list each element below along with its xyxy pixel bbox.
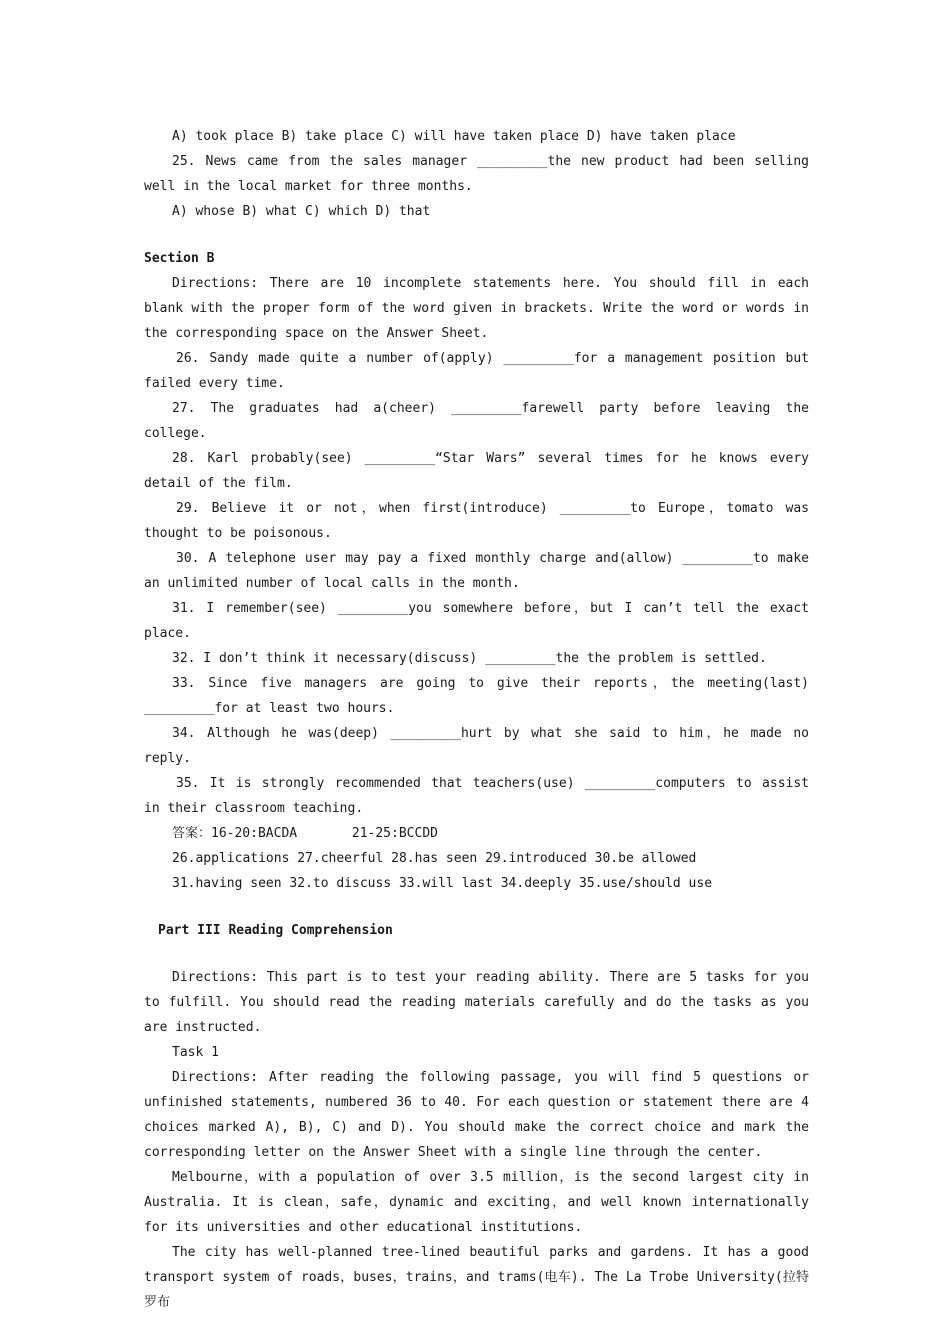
answers-line-2: 26.applications 27.cheerful 28.has seen 29.introduced 30.be allowed — [172, 851, 697, 866]
question-25: 25. News came from the sales manager _________the new product had been selling well in the local market for three months. — [144, 154, 809, 194]
question-30: 30. A telephone user may pay a fixed monthly charge and(allow) _________to make an unlimited number of local calls in the month. — [144, 551, 809, 591]
q25-options: A) whose B) what C) which D) that — [172, 204, 431, 219]
question-28: 28. Karl probably(see) _________“Star Wars” several times for he knows every detail of the film. — [144, 451, 809, 491]
answers-line-3: 31.having seen 32.to discuss 33.will last 34.deeply 35.use/should use — [172, 876, 713, 891]
question-32: 32. I don’t think it necessary(discuss) _________the the problem is settled. — [172, 651, 767, 666]
passage-paragraph-2: The city has well-planned tree-lined beautiful parks and gardens. It has a good transport system of roads，buses，trains，and trams(电车). The La Trobe University(拉特罗布 — [144, 1245, 809, 1310]
spacer — [144, 896, 809, 918]
part3-directions: Directions: This part is to test your reading ability. There are 5 tasks for you to fulfill. You should read the reading materials carefully and do the tasks as you are instructed. — [144, 970, 809, 1035]
question-34: 34. Although he was(deep) _________hurt by what she said to him，he made no reply. — [144, 726, 809, 766]
spacer — [144, 224, 809, 246]
section-b-directions: Directions: There are 10 incomplete statements here. You should fill in each blank with the proper form of the word given in brackets. Write the word or words in the corresponding space on the Answer Sheet. — [144, 276, 809, 341]
answers-line-1: 答案：16-20:BACDA 21-25:BCCDD — [172, 826, 438, 841]
passage-paragraph-1: Melbourne，with a population of over 3.5 million，is the second largest city in Australia. It is clean，safe，dynamic and exciting，and well known internationally for its universities and other educational institutions. — [144, 1170, 809, 1235]
task1-title: Task 1 — [172, 1045, 219, 1060]
question-26: 26. Sandy made quite a number of(apply) _________for a management position but failed every time. — [144, 351, 809, 391]
question-31: 31. I remember(see) _________you somewhere before，but I can’t tell the exact place. — [144, 601, 809, 641]
part3-title: Part III Reading Comprehension — [158, 923, 393, 938]
section-b-title: Section B — [144, 251, 215, 266]
task1-directions: Directions: After reading the following passage, you will find 5 questions or unfinished statements, numbered 36 to 40. For each question or statement there are 4 choices marked A), B), C) and D). You should make the correct choice and mark the corresponding letter on the Answer Sheet with a single line through the center. — [144, 1070, 809, 1160]
question-29: 29. Believe it or not，when first(introduce) _________to Europe，tomato was thought to be poisonous. — [144, 501, 809, 541]
question-27: 27. The graduates had a(cheer) _________farewell party before leaving the college. — [144, 401, 809, 441]
question-35: 35. It is strongly recommended that teachers(use) _________computers to assist in their classroom teaching. — [144, 776, 809, 816]
q24-options: A) took place B) take place C) will have taken place D) have taken place — [172, 129, 736, 144]
question-33: 33. Since five managers are going to give their reports，the meeting(last) _________for at least two hours. — [144, 676, 809, 716]
spacer — [144, 943, 809, 965]
document-page — [144, 124, 809, 1315]
